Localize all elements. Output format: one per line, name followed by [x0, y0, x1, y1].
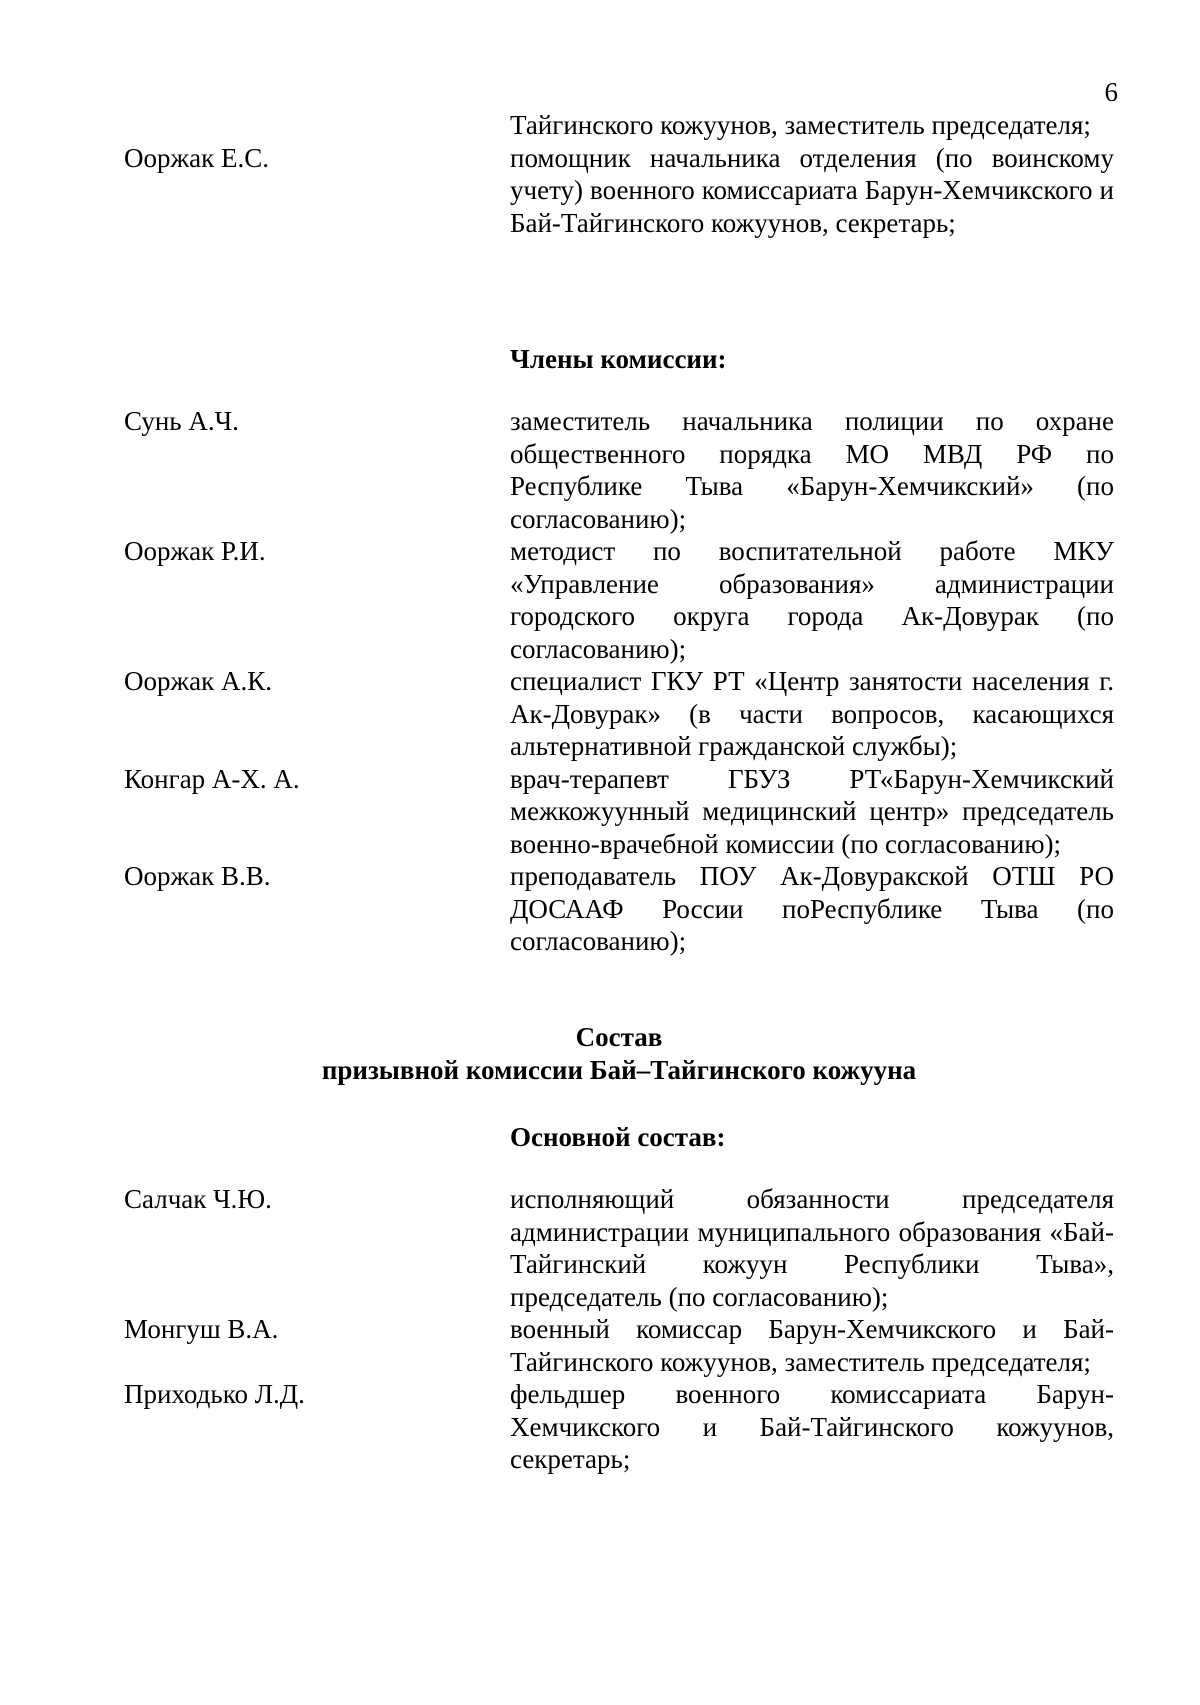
- member-entry: [124, 860, 1114, 958]
- member-name: Приходько Л.Д.: [124, 1379, 305, 1409]
- member-entry: [124, 1313, 1114, 1378]
- composition-title: Состав: [575, 1022, 663, 1052]
- member-entry: [124, 1183, 1114, 1313]
- member-name: Конгар А-Х. А.: [124, 763, 300, 794]
- members-heading: Члены комиссии:: [510, 344, 727, 374]
- member-entry: [124, 109, 1114, 142]
- member-entry: [124, 405, 1114, 535]
- member-name: Ооржак А.К.: [124, 666, 273, 696]
- member-description: военный комиссар Барун-Хемчикского и Бай-Тайгинского кожуунов, заместитель председателя;: [510, 1314, 1114, 1377]
- member-description: специалист ГКУ РТ «Центр занятости населения г. Ак-Довурак» (в части вопросов, касающихся альтернативной гражданской службы);: [510, 666, 1114, 761]
- composition-subtitle: призывной комиссии Бай–Тайгинского кожууна: [321, 1054, 917, 1085]
- member-description: преподаватель ПОУ Ак-Довуракской ОТШ РО ДОСААФ России поРеспублике Тыва (по согласованию);: [510, 861, 1114, 956]
- member-name: Ооржак Р.И.: [124, 536, 266, 566]
- member-description: врач-терапевт ГБУЗ РТ«Барун-Хемчикский межкожуунный медицинский центр» председатель военно-врачебной комиссии (по согласованию);: [510, 763, 1114, 859]
- member-name: Ооржак В.В.: [124, 861, 271, 891]
- member-entry: [124, 1378, 1114, 1476]
- member-name: Ооржак Е.С.: [124, 142, 270, 173]
- member-entry: [124, 763, 1114, 861]
- member-description: помощник начальника отделения (по воинскому учету) военного комиссариата Барун-Хемчикского и Бай-Тайгинского кожуунов, секретарь;: [510, 142, 1114, 238]
- member-description: исполняющий обязанности председателя администрации муниципального образования «Бай-Тайгинский кожуун Республики Тыва», председатель (по согласованию);: [510, 1184, 1114, 1312]
- composition-title-block: [124, 1021, 1114, 1086]
- member-name: Монгуш В.А.: [124, 1314, 279, 1344]
- main-composition-heading: Основной состав:: [510, 1122, 726, 1152]
- commission-block-continued: [124, 109, 1114, 239]
- member-entry: [124, 142, 1114, 240]
- member-description: фельдшер военного комиссариата Барун-Хемчикского и Бай-Тайгинского кожуунов, секретарь;: [510, 1379, 1114, 1474]
- member-name: Салчак Ч.Ю.: [124, 1184, 272, 1214]
- member-entry: [124, 665, 1114, 763]
- member-name: Сунь А.Ч.: [124, 406, 239, 436]
- member-description: заместитель начальника полиции по охране общественного порядка МО МВД РФ по Республике Тыва «Барун-Хемчикский» (по согласованию);: [510, 406, 1114, 534]
- member-entry: [124, 535, 1114, 665]
- page-number: 6: [1104, 77, 1118, 107]
- main-composition-list: [124, 1183, 1114, 1476]
- members-list: [124, 405, 1114, 958]
- member-description: методист по воспитательной работе МКУ «Управление образования» администрации городского округа города Ак-Довурак (по согласованию);: [510, 536, 1114, 664]
- member-description: Тайгинского кожуунов, заместитель председателя;: [510, 110, 1091, 140]
